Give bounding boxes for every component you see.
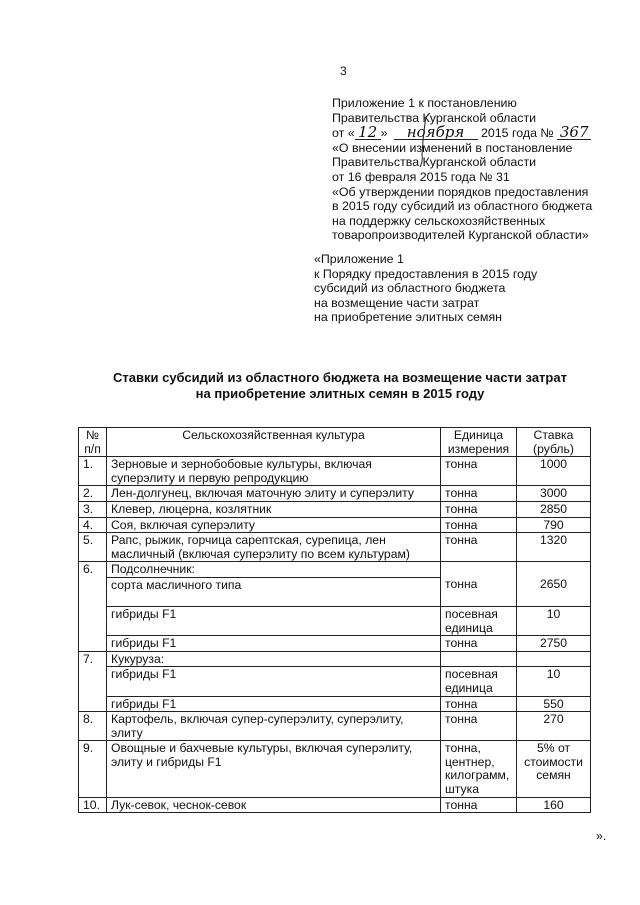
table-cell: тонна <box>441 712 517 741</box>
table-row <box>79 606 591 635</box>
table-row <box>79 517 591 533</box>
header-line: в 2015 году субсидий из областного бюджета <box>332 199 593 214</box>
table-cell: тонна <box>441 501 517 517</box>
appendix-line: «Приложение 1 <box>314 252 404 266</box>
document-title <box>40 370 640 402</box>
table-cell: Лук-севок, чеснок-севок <box>107 797 441 813</box>
table-cell: 1320 <box>517 533 591 562</box>
table-cell: Рапс, рыжик, горчица сарептская, сурепица, лен масличный (включая суперэлиту по всем культурам) <box>107 533 441 562</box>
table-row <box>79 562 591 578</box>
table-cell: 790 <box>517 517 591 533</box>
table-cell: 10 <box>517 667 591 696</box>
table-cell: 4. <box>79 517 107 533</box>
header-line: «Об утверждении порядков предоставления <box>332 184 589 199</box>
table-cell: Клевер, люцерна, козлятник <box>107 501 441 517</box>
table-row <box>79 533 591 562</box>
table-cell: гибриды F1 <box>107 636 441 652</box>
table-cell: 2850 <box>517 501 591 517</box>
table-row <box>79 457 591 486</box>
table-cell: посевная единица <box>441 667 517 696</box>
table-cell <box>441 651 517 667</box>
table-cell: 3000 <box>517 486 591 502</box>
table-cell: Лен-долгунец, включая маточную элиту и суперэлиту <box>107 486 441 502</box>
table-row <box>79 636 591 652</box>
table-cell: тонна <box>441 577 517 606</box>
table-row <box>79 696 591 712</box>
table-cell: тонна <box>441 517 517 533</box>
table-cell: Зерновые и зернобобовые культуры, включая суперэлиту и первую репродукцию <box>107 457 441 486</box>
appendix-line: к Порядку предоставления в 2015 году <box>314 266 538 281</box>
table-cell: сорта масличного типа <box>107 577 441 606</box>
header-crop: Сельскохозяйственная культура <box>107 428 441 457</box>
header-line: от 16 февраля 2015 года № 31 <box>332 169 510 184</box>
table-row <box>79 797 591 813</box>
table-cell: 1. <box>79 457 107 486</box>
table-cell: гибриды F1 <box>107 696 441 712</box>
header-rate: Ставка (рубль) <box>517 428 591 457</box>
table-cell: 550 <box>517 696 591 712</box>
table-cell: Овощные и бахчевые культуры, включая суперэлиту, элиту и гибриды F1 <box>107 741 441 797</box>
table-header-row <box>79 428 591 457</box>
table-cell: 1000 <box>517 457 591 486</box>
date-mid: » <box>380 126 388 141</box>
table-cell <box>517 651 591 667</box>
table-row <box>79 741 591 797</box>
table-cell: тонна <box>441 533 517 562</box>
table-cell: тонна <box>441 457 517 486</box>
header-line: товаропроизводителей Курганской области» <box>332 228 589 243</box>
table-cell: 5% от стоимости семян <box>517 741 591 797</box>
table-cell: Подсолнечник: <box>107 562 441 578</box>
header-line: на поддержку сельскохозяйственных <box>332 213 546 228</box>
header-date-line <box>332 125 632 141</box>
table-cell: 2. <box>79 486 107 502</box>
table-cell: 10 <box>517 606 591 635</box>
table-row <box>79 486 591 502</box>
appendix-header <box>314 252 624 325</box>
header-line: «О внесении изменений в постановление <box>332 140 573 155</box>
table-cell: 9. <box>79 741 107 797</box>
table-cell: 2750 <box>517 636 591 652</box>
title-line: на приобретение элитных семян в 2015 году <box>195 386 485 401</box>
date-day: 12 <box>355 125 381 140</box>
table-cell: 3. <box>79 501 107 517</box>
table-cell: 6. <box>79 562 107 651</box>
table-row <box>79 667 591 696</box>
subsidy-rates-table <box>78 427 591 813</box>
table-row <box>79 712 591 741</box>
table-cell <box>517 562 591 578</box>
table-cell: тонна <box>441 696 517 712</box>
header-num: № п/п <box>79 428 107 457</box>
appendix-line: на приобретение элитных семян <box>314 310 503 325</box>
table-cell: тонна <box>441 797 517 813</box>
table-cell: 10. <box>79 797 107 813</box>
header-line: Приложение 1 к постановлению <box>332 96 517 110</box>
page-number: 3 <box>340 64 347 78</box>
table-cell: 8. <box>79 712 107 741</box>
table-cell <box>441 562 517 578</box>
title-line: Ставки субсидий из областного бюджета на возмещение части затрат <box>113 370 567 385</box>
table-cell: 160 <box>517 797 591 813</box>
table-cell: Кукуруза: <box>107 651 441 667</box>
header-unit: Единица измерения <box>441 428 517 457</box>
table-cell: 270 <box>517 712 591 741</box>
table-row <box>79 501 591 517</box>
reg-number: 367 <box>557 125 591 140</box>
table-row <box>79 577 591 606</box>
table-cell: 5. <box>79 533 107 562</box>
approval-header <box>332 96 632 243</box>
date-month: ноября <box>394 125 478 140</box>
table-cell: тонна, центнер, килограмм, штука <box>441 741 517 797</box>
table-cell: 7. <box>79 651 107 711</box>
table-cell: гибриды F1 <box>107 606 441 635</box>
table-cell: Картофель, включая супер-суперэлиту, суперэлиту, элиту <box>107 712 441 741</box>
table-cell: посевная единица <box>441 606 517 635</box>
table-cell: 2650 <box>517 577 591 606</box>
table-cell: тонна <box>441 636 517 652</box>
appendix-line: субсидий из областного бюджета <box>314 281 506 296</box>
date-prefix: от « <box>332 126 355 141</box>
appendix-line: на возмещение части затрат <box>314 295 480 310</box>
closing-quote: ». <box>596 829 607 843</box>
header-line: Правительства Курганской области <box>332 155 537 170</box>
table-cell: тонна <box>441 486 517 502</box>
table-row <box>79 651 591 667</box>
table-cell: гибриды F1 <box>107 667 441 696</box>
header-line: Правительства Курганской области <box>332 110 537 125</box>
date-year: 2015 года № <box>481 126 554 141</box>
table-cell: Соя, включая суперэлиту <box>107 517 441 533</box>
